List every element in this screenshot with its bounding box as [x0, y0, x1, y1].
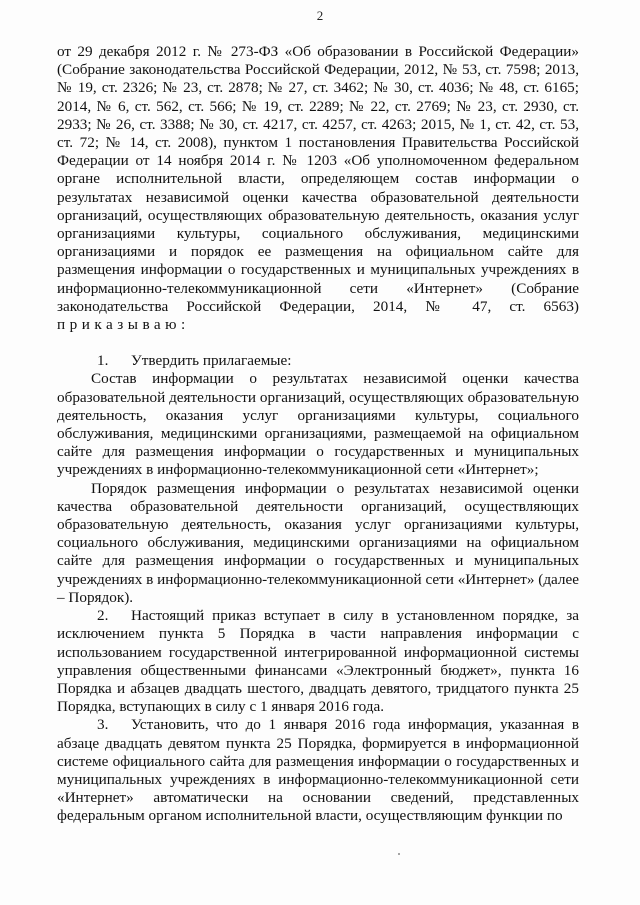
preamble-text: от 29 декабря 2012 г. № 273-ФЗ «Об образовании в Российской Федерации» (Собрание законодательства Российской Федерации, 2012, № 53, ст. 7598; 2013, № 19, ст. 2326; № 23, ст. 2878; № 27, ст. 3462; № 30, ст. 4036; № 48, ст. 6165; 2014, № 6, ст. 562, ст. 566; № 19, ст. 2289; № 22, ст. 2769; № 23, ст. 2930, ст. 2933; № 26, ст. 3388; № 30, ст. 4217, ст. 4257, ст. 4263; 2015, № 1, ст. 42, ст. 53, ст. 72; № 14, ст. 2008), пунктом 1 постановления Правительства Российской Федерации от 14 ноября 2014 г. № 1203 «Об уполномоченном федеральном органе исполнительной власти, определяющем состав информации о результатах независимой оценки качества образовательной деятельности организаций, осуществляющих образовательную деятельность, оказания услуг организациями культуры, социального обслуживания, медицинскими организациями и порядок ее размещения на официальном сайте для размещения информации о государственных и муниципальных учреждениях в информационно-телекоммуникационной сети «Интернет» (Собрание законодательства Российской Федерации, 2014, № 47, ст. 6563): [57, 43, 579, 315]
scan-speck: [398, 853, 400, 855]
item-1-text: Утвердить прилагаемые:: [131, 352, 292, 370]
item-1-subitem-2: Порядок размещения информации о результатах независимой оценки качества образовательной деятельности организаций, осуществляющих образовательную деятельность, оказания услуг организациями культуры, социального обслуживания, медицинскими организациями на официальном сайте для размещения информации о государственных и муниципальных учреждениях в информационно-телекоммуникационной сети «Интернет» (далее – Порядок).: [57, 479, 579, 606]
item-1-number: 1.: [97, 352, 109, 370]
order-word: приказываю:: [57, 316, 190, 334]
preamble-paragraph: [57, 43, 579, 334]
document-body: [57, 43, 579, 826]
item-2-number: 2.: [97, 607, 109, 625]
item-3-number: 3.: [97, 716, 109, 734]
page-number: 2: [316, 8, 324, 23]
item-2-text: Настоящий приказ вступает в силу в установленном порядке, за исключением пункта 5 Порядка в части направления информации с использованием государственной интегрированной информационной системы управления общественными финансами «Электронный бюджет», пункта 16 Порядка и абзацев двадцать шестого, двадцать девятого, тридцатого пункта 25 Порядка, вступающих в силу с 1 января 2016 года.: [57, 607, 579, 716]
item-3-paragraph: [57, 716, 579, 825]
item-1-paragraph: [57, 352, 579, 370]
item-3-text: Установить, что до 1 января 2016 года информация, указанная в абзаце двадцать девятом пункта 25 Порядка, формируется в информационной системе официального сайта для размещения информации о государственных и муниципальных учреждениях в информационно-телекоммуникационной сети «Интернет» автоматически на основании сведений, представленных федеральным органом исполнительной власти, осуществляющим функции по: [57, 716, 579, 825]
item-2-paragraph: [57, 607, 579, 716]
item-1-subitem-1: Состав информации о результатах независимой оценки качества образовательной деятельности организаций, осуществляющих образовательную деятельность, оказания услуг организациями культуры, социального обслуживания, медицинскими организациями, размещаемой на официальном сайте для размещения информации о государственных и муниципальных учреждениях в информационно-телекоммуникационной сети «Интернет»;: [57, 370, 579, 479]
